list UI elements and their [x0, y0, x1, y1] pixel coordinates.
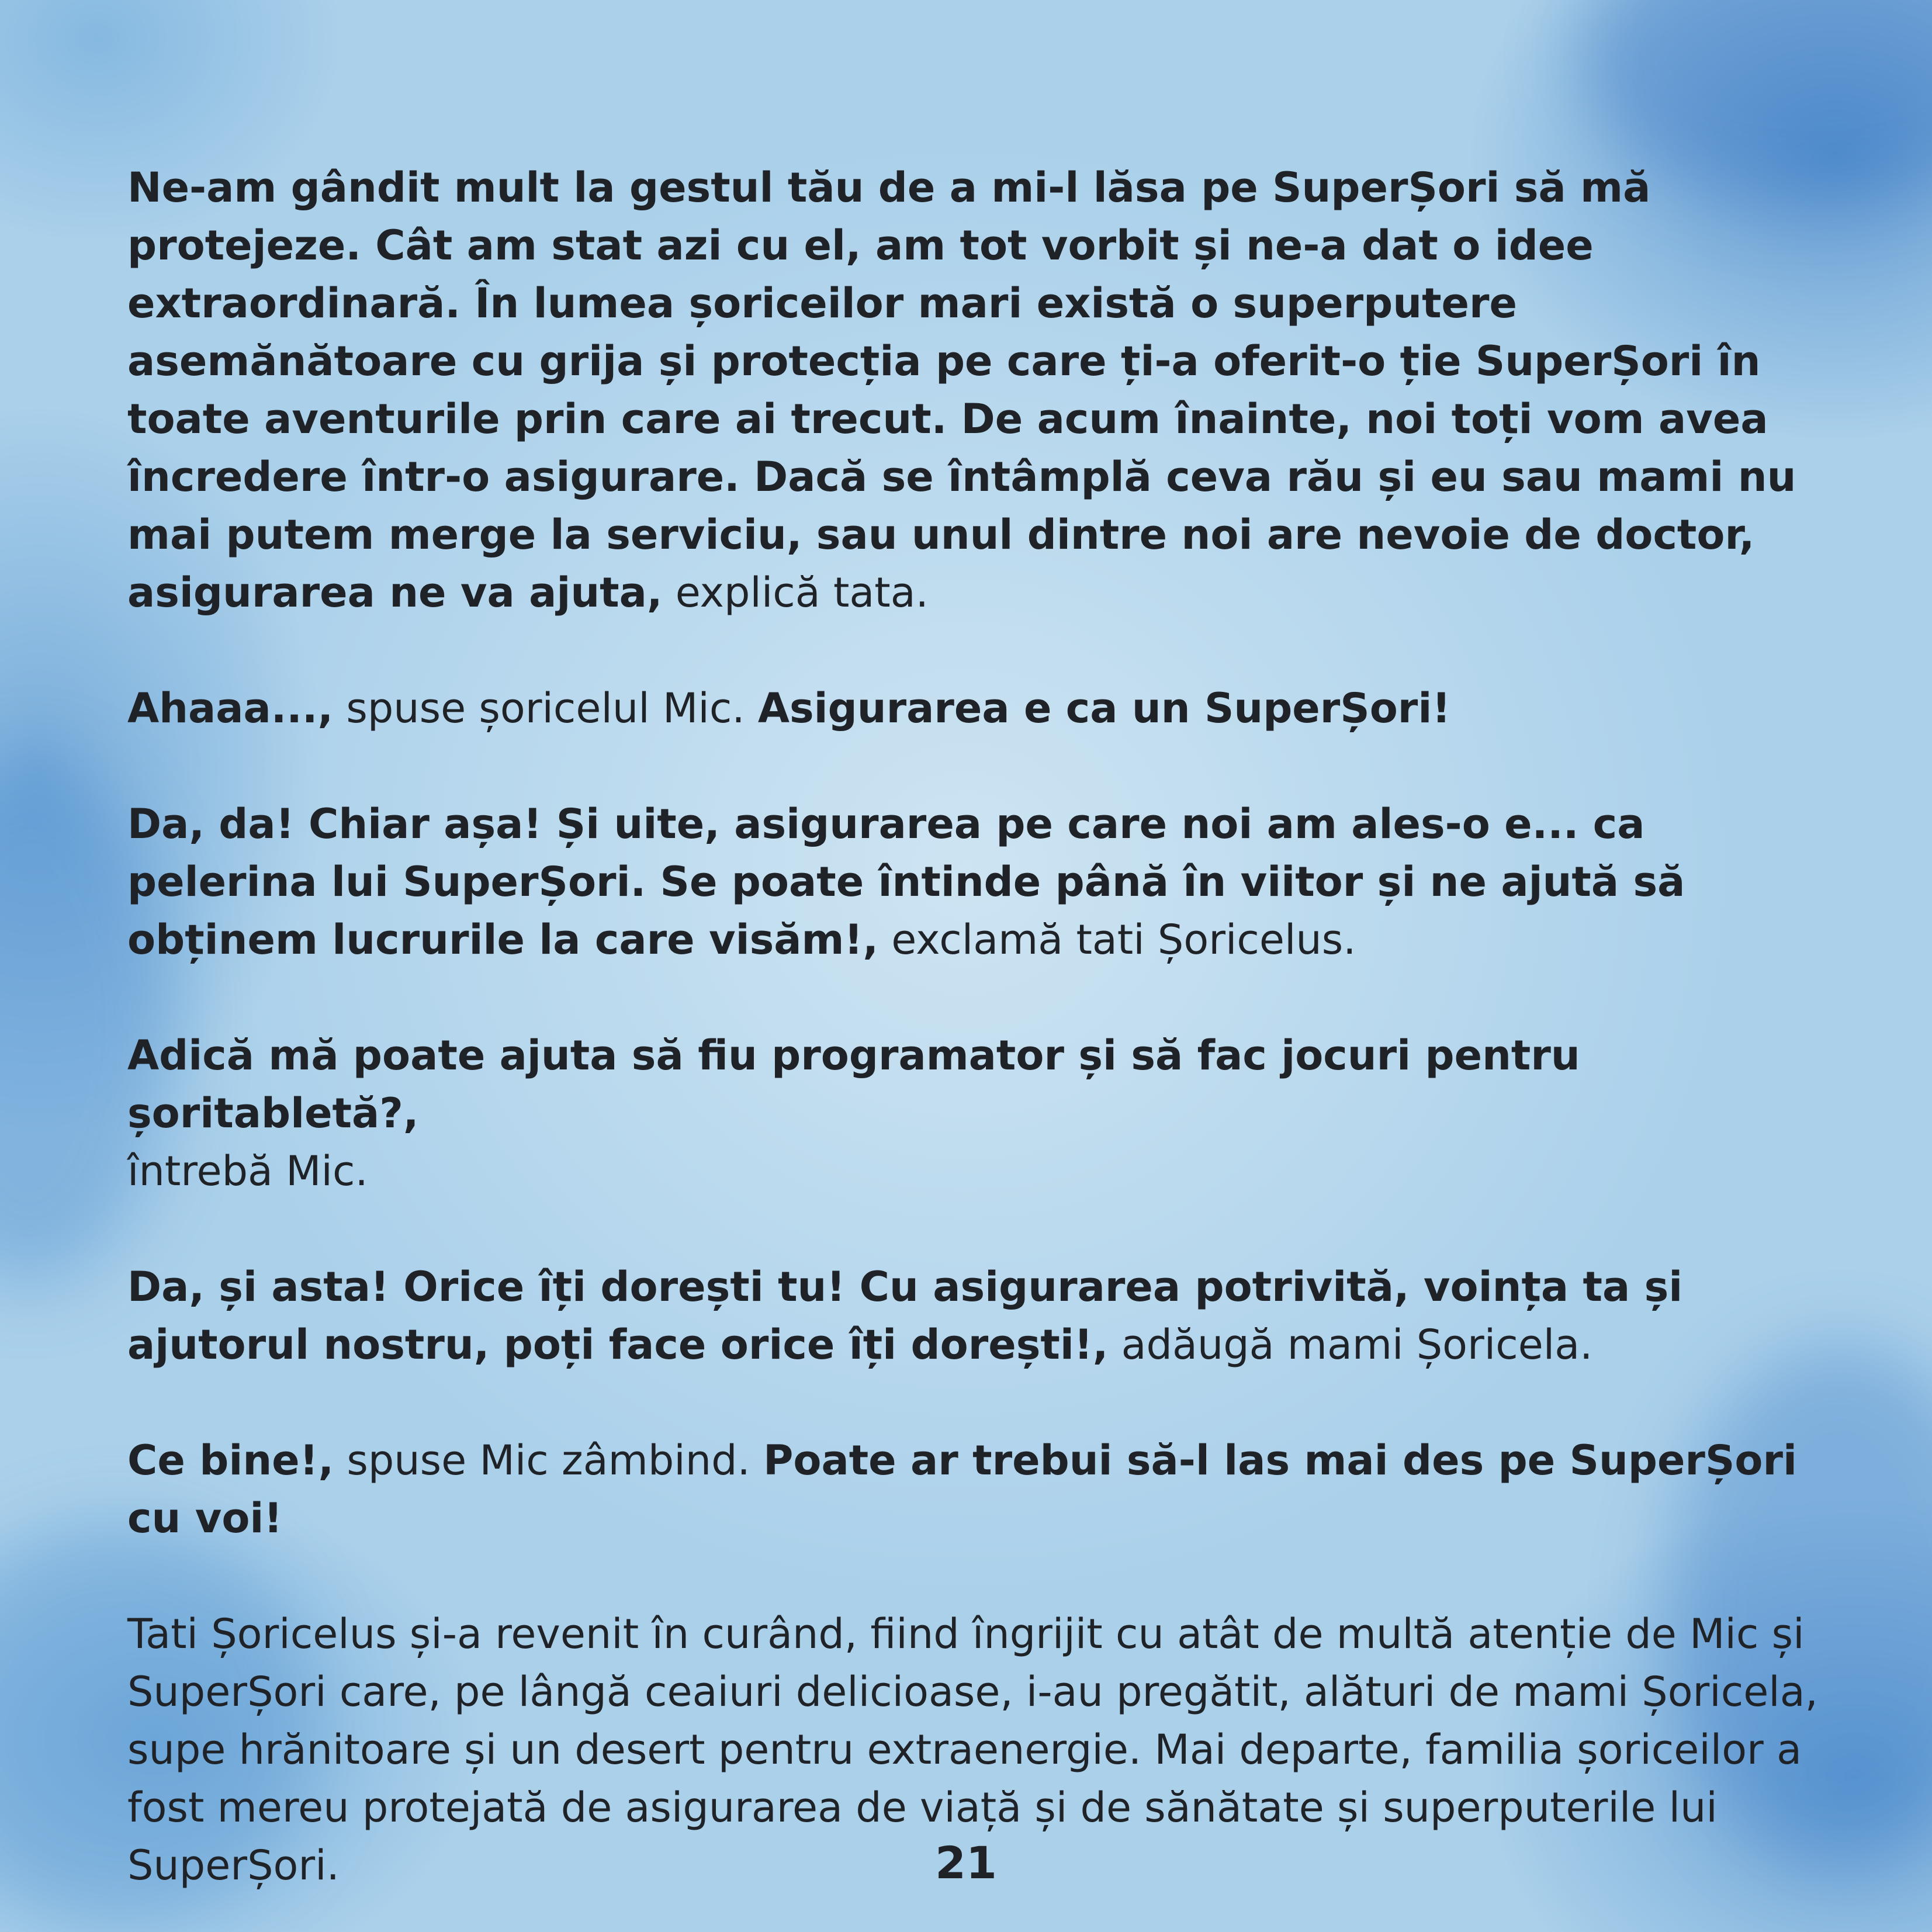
narration-text: spuse Mic zâmbind. [334, 1436, 764, 1484]
dialogue-text: Da, da! Chiar așa! Și uite, asigurarea pe care noi am ales-o e... ca pelerina lui SuperȘori. Se poate întinde până în viitor și ne ajută să obținem lucrurile la care visăm!, [127, 800, 1685, 964]
paragraph-dad-explains [127, 159, 1834, 622]
paragraph-mic-asks [127, 1027, 1834, 1200]
dialogue-text: Asigurarea e ca un SuperȘori! [757, 684, 1451, 732]
narration-text: spuse șoricelul Mic. [333, 684, 758, 732]
narration-text: Tati Șoricelus și-a revenit în curând, fiind îngrijit cu atât de multă atenție de Mic și SuperȘori care, pe lângă ceaiuri delicioase, i-au pregătit, alături de mami Șoricela, supe hrănitoare și un desert pentru extraenergie. Mai departe, familia șoriceilor a fost mereu protejată de asigurarea de viață și de sănătate și superputerile lui SuperȘori. [127, 1610, 1818, 1889]
narration-text: întrebă Mic. [127, 1147, 368, 1195]
narration-text: explică tata. [662, 569, 929, 617]
dialogue-text: Da, și asta! Orice îți dorești tu! Cu asigurarea potrivită, voința ta și ajutorul nostru, poți face orice îți dorești!, [127, 1263, 1683, 1369]
story-text [127, 159, 1834, 1895]
dialogue-text: Ahaaa..., [127, 684, 334, 732]
page-number: 21 [935, 1837, 997, 1889]
paragraph-mic-smiles [127, 1432, 1834, 1547]
dialogue-text: Ne-am gândit mult la gestul tău de a mi-l lăsa pe SuperȘori să mă protejeze. Cât am stat azi cu el, am tot vorbit și ne-a dat o idee extraordinară. În lumea șoriceilor mari există o superputere asemănătoare cu grija și protecția pe care ți-a oferit-o ție SuperȘori în toate aventurile prin care ai trecut. De acum înainte, noi toți vom avea încredere într-o asigurare. Dacă se întâmplă ceva rău și eu sau mami nu mai putem merge la serviciu, sau unul dintre noi are nevoie de doctor, asigurarea ne va ajuta, [127, 164, 1796, 617]
dialogue-text: Poate ar trebui să-l las mai des pe SuperȘori cu voi! [127, 1436, 1797, 1542]
dialogue-text: Adică mă poate ajuta să fiu programator și să fac jocuri pentru șoritabletă?, [127, 1031, 1580, 1137]
paragraph-dad-exclaims [127, 795, 1834, 969]
dialogue-text: Ce bine!, [127, 1436, 334, 1484]
paragraph-mic-realizes [127, 680, 1834, 738]
narration-text: adăugă mami Șoricela. [1108, 1321, 1593, 1369]
narration-text: exclamă tati Șoricelus. [878, 916, 1356, 964]
paragraph-mom-adds [127, 1258, 1834, 1374]
